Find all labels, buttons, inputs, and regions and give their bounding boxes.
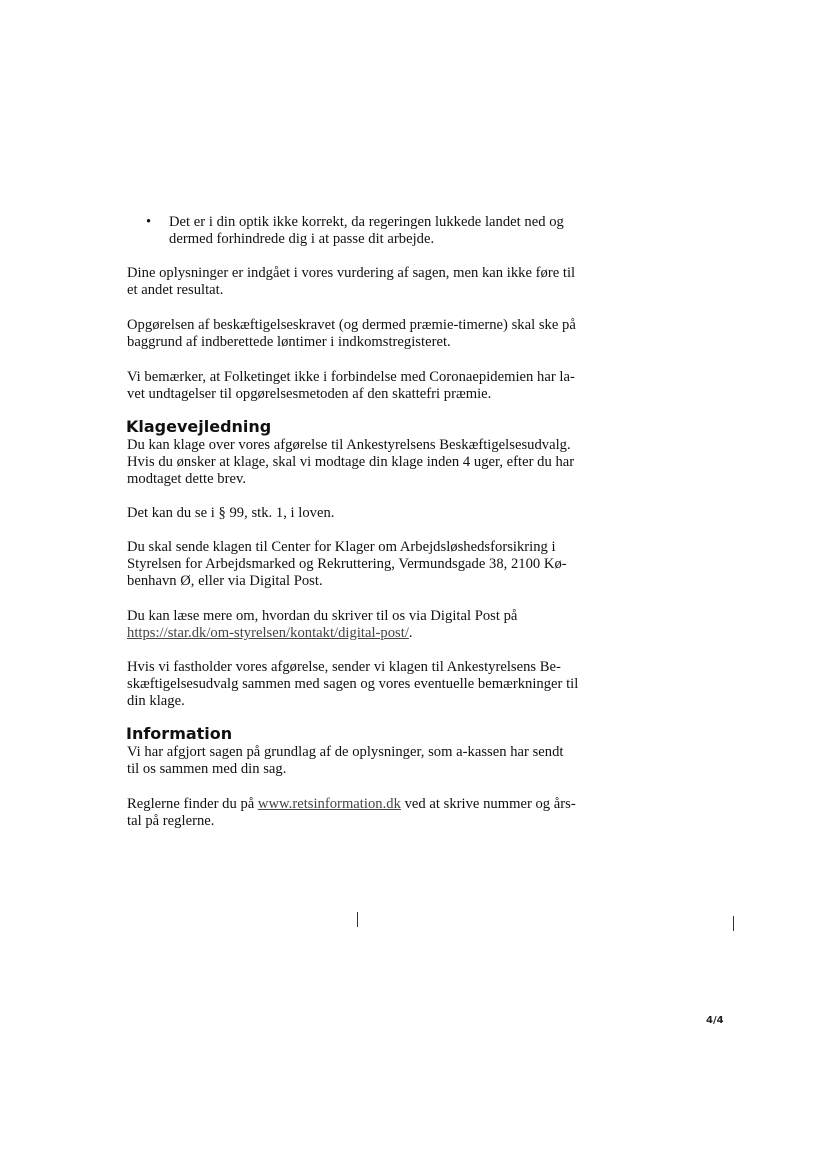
digital-post-link[interactable]: https://star.dk/om-styrelsen/kontakt/digital-post/	[127, 625, 409, 641]
paragraph-bemaerker	[127, 369, 597, 403]
paragraph-fastholder	[127, 659, 597, 710]
text-line: skæftigelsesudvalg sammen med sagen og vores eventuelle bemærkninger til	[127, 676, 579, 692]
text-line: Vi har afgjort sagen på grundlag af de oplysninger, som a-kassen har sendt	[127, 744, 564, 760]
text-line: benhavn Ø, eller via Digital Post.	[127, 573, 323, 589]
bullet-text	[169, 214, 599, 248]
text-line: et andet resultat.	[127, 282, 224, 298]
paragraph-info-regler	[127, 796, 597, 830]
bullet-dot-icon: •	[146, 214, 152, 230]
section-heading-klagevejledning: Klagevejledning	[126, 417, 272, 436]
bullet-line: Det er i din optik ikke korrekt, da regeringen lukkede landet ned og	[169, 214, 564, 230]
text-line: Du kan læse mere om, hvordan du skriver til os via Digital Post på	[127, 608, 518, 624]
bullet-line: dermed forhindrede dig i at passe dit arbejde.	[169, 231, 435, 247]
text-line: modtaget dette brev.	[127, 471, 246, 487]
scan-mark	[357, 912, 358, 927]
text-line: Det kan du se i § 99, stk. 1, i loven.	[127, 505, 335, 521]
text-line: Dine oplysninger er indgået i vores vurdering af sagen, men kan ikke føre til	[127, 265, 576, 281]
text-line: Vi bemærker, at Folketinget ikke i forbindelse med Coronaepidemien har la-	[127, 369, 575, 385]
paragraph-digital-post	[127, 608, 597, 642]
retsinformation-link[interactable]: www.retsinformation.dk	[257, 796, 401, 812]
paragraph-klage-intro	[127, 437, 597, 488]
text-fragment: ved at skrive nummer og års-	[400, 796, 576, 812]
text-line: Styrelsen for Arbejdsmarked og Rekruttering, Vermundsgade 38, 2100 Kø-	[127, 556, 567, 572]
paragraph-oplysninger	[127, 265, 597, 299]
text-line: baggrund af indberettede løntimer i indkomstregisteret.	[127, 334, 451, 350]
text-line: til os sammen med din sag.	[127, 761, 287, 777]
page-number: 4/4	[706, 1015, 724, 1026]
section-heading-information: Information	[126, 724, 233, 743]
paragraph-send-klage	[127, 539, 597, 590]
text-line: Hvis vi fastholder vores afgørelse, sender vi klagen til Ankestyrelsens Be-	[127, 659, 561, 675]
text-line: vet undtagelser til opgørelsesmetoden af den skattefri præmie.	[127, 386, 492, 402]
scan-mark	[733, 916, 734, 931]
text-fragment: Reglerne finder du på	[127, 796, 258, 812]
text-fragment: .	[408, 625, 413, 641]
text-line: Du kan klage over vores afgørelse til Ankestyrelsens Beskæftigelsesudvalg.	[127, 437, 571, 453]
text-line: tal på reglerne.	[127, 813, 215, 829]
text-line: Hvis du ønsker at klage, skal vi modtage din klage inden 4 uger, efter du har	[127, 454, 575, 470]
paragraph-info-grundlag	[127, 744, 597, 778]
paragraph-paragraf	[127, 505, 597, 522]
text-line: Du skal sende klagen til Center for Klager om Arbejdsløshedsforsikring i	[127, 539, 556, 555]
text-line	[127, 796, 597, 813]
text-line	[127, 625, 597, 642]
paragraph-opgoerelse	[127, 317, 597, 351]
text-line: din klage.	[127, 693, 185, 709]
text-line: Opgørelsen af beskæftigelseskravet (og dermed præmie-timerne) skal ske på	[127, 317, 576, 333]
